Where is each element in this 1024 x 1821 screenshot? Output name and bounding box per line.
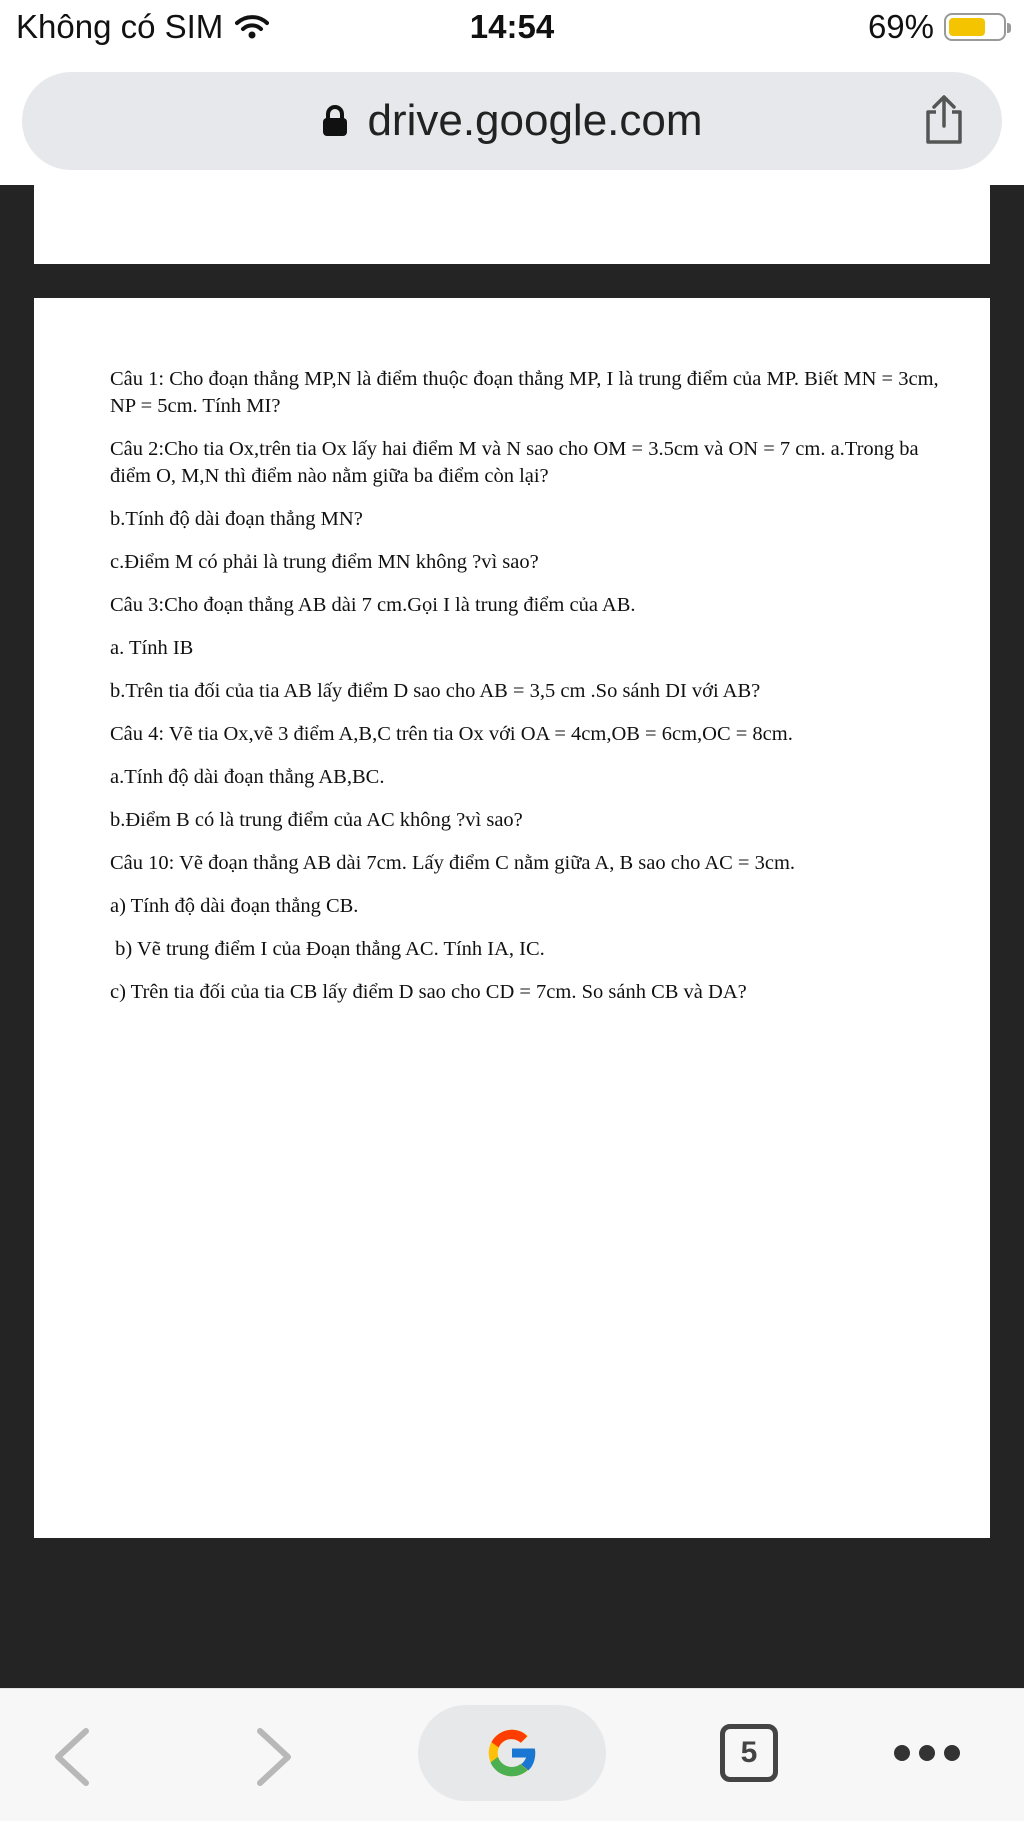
forward-icon[interactable]: [254, 1727, 294, 1787]
google-icon: [482, 1723, 542, 1783]
url-display[interactable]: [22, 72, 1002, 170]
bottom-toolbar: [0, 1688, 1024, 1821]
document-paragraph: a. Tính IB: [110, 637, 194, 659]
document-paragraph: b.Tính độ dài đoạn thẳng MN?: [110, 508, 363, 530]
google-search-button[interactable]: [418, 1705, 606, 1801]
dot-icon: [944, 1745, 960, 1761]
battery-percent: 69%: [867, 8, 934, 45]
dot-icon: [894, 1745, 910, 1761]
dot-icon: [919, 1745, 935, 1761]
document-page: [34, 298, 990, 1538]
tabs-button[interactable]: [720, 1724, 778, 1782]
tabs-count: 5: [740, 1736, 758, 1769]
status-bar: [0, 0, 1024, 58]
carrier-label: Không có SIM: [16, 8, 224, 45]
more-menu-icon[interactable]: [894, 1745, 960, 1761]
document-paragraph: Câu 2:Cho tia Ox,trên tia Ox lấy hai điểm M và N sao cho OM = 3.5cm và ON = 7 cm. a.Trong ba điểm O, M,N thì điểm nào nằm giữa ba điểm còn lại?: [110, 438, 924, 487]
document-paragraph: Câu 4: Vẽ tia Ox,vẽ 3 điểm A,B,C trên tia Ox với OA = 4cm,OB = 6cm,OC = 8cm.: [110, 723, 793, 745]
document-paragraph: Câu 1: Cho đoạn thẳng MP,N là điểm thuộc đoạn thẳng MP, I là trung điểm của MP. Biết MN = 3cm, NP = 5cm. Tính MI?: [110, 368, 944, 417]
url-text: drive.google.com: [367, 96, 703, 145]
document-paragraph: a.Tính độ dài đoạn thẳng AB,BC.: [110, 766, 385, 788]
previous-page-bottom: [34, 185, 990, 264]
address-bar[interactable]: [22, 72, 1002, 170]
document-paragraph: b.Điểm B có là trung điểm của AC không ?vì sao?: [110, 809, 523, 831]
lock-icon: [321, 104, 349, 138]
document-paragraph: b) Vẽ trung điểm I của Đoạn thẳng AC. Tính IA, IC.: [110, 938, 545, 960]
document-paragraph: c) Trên tia đối của tia CB lấy điểm D sao cho CD = 7cm. So sánh CB và DA?: [110, 981, 747, 1003]
share-icon[interactable]: [922, 94, 966, 146]
document-viewer[interactable]: [0, 185, 1024, 1688]
battery-group: [868, 8, 1006, 46]
document-paragraph: Câu 3:Cho đoạn thẳng AB dài 7 cm.Gọi I là trung điểm của AB.: [110, 594, 636, 616]
page-text: [110, 366, 944, 1022]
battery-icon: [944, 13, 1006, 41]
clock: 14:54: [469, 8, 555, 45]
document-paragraph: a) Tính độ dài đoạn thẳng CB.: [110, 895, 359, 917]
document-paragraph: b.Trên tia đối của tia AB lấy điểm D sao cho AB = 3,5 cm .So sánh DI với AB?: [110, 680, 761, 702]
back-icon[interactable]: [52, 1727, 92, 1787]
document-paragraph: c.Điểm M có phải là trung điểm MN không ?vì sao?: [110, 551, 539, 573]
battery-level: [949, 18, 985, 36]
document-paragraph: Câu 10: Vẽ đoạn thẳng AB dài 7cm. Lấy điểm C nằm giữa A, B sao cho AC = 3cm.: [110, 852, 796, 874]
